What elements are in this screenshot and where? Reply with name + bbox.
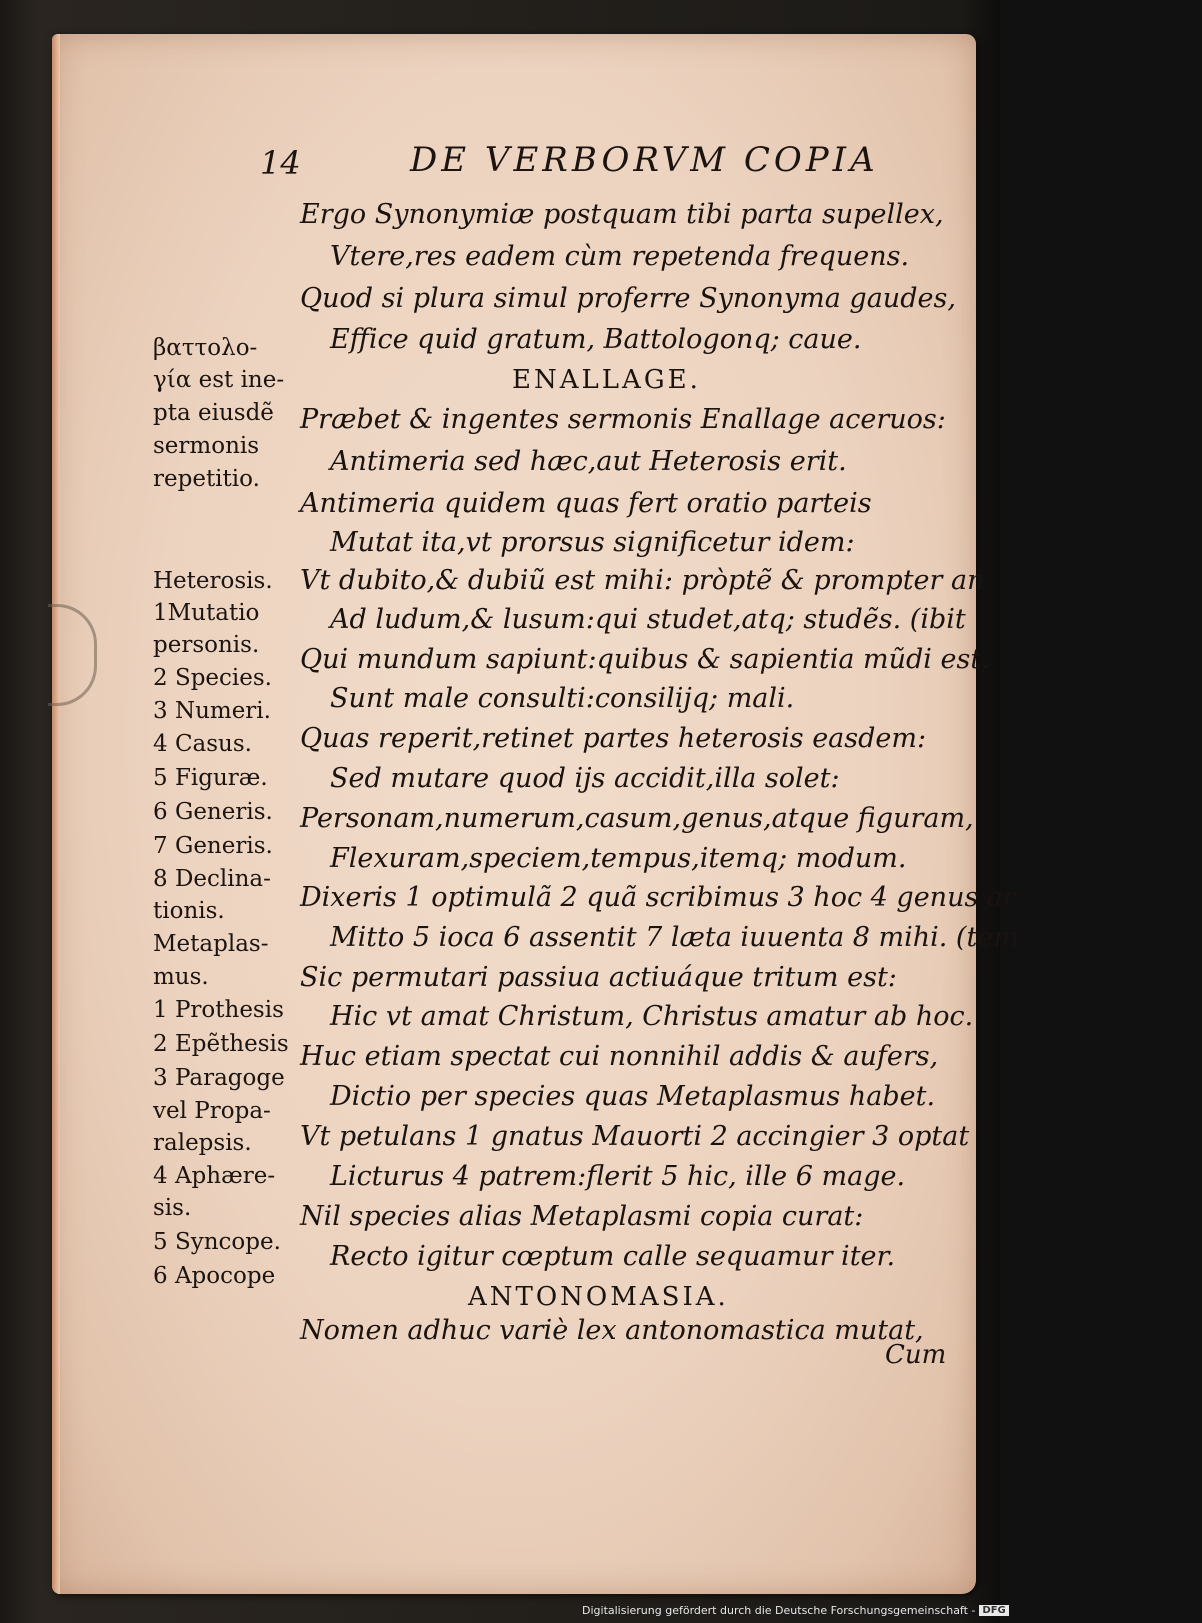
margin-note: γία est ine-: [153, 367, 285, 393]
text-line: Antimeria sed hæc,aut Heterosis erit.: [330, 446, 847, 477]
margin-note: tionis.: [153, 898, 225, 924]
margin-note: vel Propa-: [153, 1098, 271, 1124]
margin-note: 3 Numeri.: [153, 698, 271, 724]
page-header: [260, 140, 920, 190]
margin-note: Metaplas-: [153, 931, 269, 957]
text-line: Mutat ita,vt prorsus significetur idem:: [330, 527, 855, 558]
margin-note: Heterosis.: [153, 568, 273, 594]
margin-note: pta eiusdẽ: [153, 400, 274, 426]
margin-note: 2 Species.: [153, 665, 272, 691]
credit-text: Digitalisierung gefördert durch die Deutsche Forschungsgemeinschaft -: [582, 1603, 976, 1617]
text-line: Mitto 5 ioca 6 assentit 7 læta iuuenta 8 mihi. (tem: [330, 922, 1019, 953]
page-edge: [52, 34, 60, 1594]
margin-note: sermonis: [153, 433, 260, 459]
margin-note: 3 Paragoge: [153, 1065, 285, 1091]
margin-note: mus.: [153, 964, 209, 990]
margin-note: 4 Aphære-: [153, 1163, 276, 1189]
section-heading: ENALLAGE.: [512, 365, 701, 395]
text-line: Huc etiam spectat cui nonnihil addis & aufers,: [300, 1041, 939, 1072]
text-line: Nomen adhuc variè lex antonomastica mutat,: [300, 1315, 924, 1346]
text-line: Vt petulans 1 gnatus Mauorti 2 accingier 3 optat: [300, 1121, 970, 1152]
running-head: DE VERBORVM COPIA: [410, 140, 879, 180]
margin-note: 1Mutatio: [153, 600, 260, 626]
catchword: Cum: [885, 1340, 947, 1370]
text-line: Quas reperit,retinet partes heterosis easdem:: [300, 723, 927, 754]
margin-note: 6 Generis.: [153, 799, 273, 825]
text-line: Licturus 4 patrem:flerit 5 hic, ille 6 mage.: [330, 1161, 906, 1192]
text-line: Dictio per species quas Metaplasmus habet.: [330, 1081, 936, 1112]
text-line: Effice quid gratum, Battologonq; caue.: [330, 324, 862, 355]
margin-note: ralepsis.: [153, 1130, 252, 1156]
text-line: Vt dubito,& dubiũ est mihi: pròptẽ & prompter an: [300, 565, 985, 596]
text-line: Ergo Synonymiæ postquam tibi parta supellex,: [300, 199, 944, 230]
margin-note: 4 Casus.: [153, 731, 252, 757]
margin-note: 2 Epẽthesis: [153, 1031, 289, 1057]
text-line: Dixeris 1 optimulã 2 quã scribimus 3 hoc 4 genus ar: [300, 882, 1016, 913]
text-line: Sic permutari passiua actiuáque tritum est:: [300, 962, 897, 993]
text-line: Qui mundum sapiunt:quibus & sapientia mũdi est.: [300, 644, 990, 675]
dfg-logo: DFG: [979, 1605, 1008, 1616]
section-heading: ANTONOMASIA.: [468, 1282, 729, 1312]
text-line: Antimeria quidem quas fert oratio parteis: [300, 488, 872, 519]
text-line: Flexuram,speciem,tempus,itemq; modum.: [330, 843, 907, 874]
text-line: Hic vt amat Christum, Christus amatur ab hoc.: [330, 1001, 974, 1032]
text-line: Præbet & ingentes sermonis Enallage aceruos:: [300, 404, 946, 435]
margin-note: personis.: [153, 632, 260, 658]
text-line: Sunt male consulti:consilijq; mali.: [330, 683, 795, 714]
margin-note: 6 Apocope: [153, 1263, 276, 1289]
text-line: Recto igitur cœptum calle sequamur iter.: [330, 1241, 896, 1272]
margin-note: sis.: [153, 1195, 192, 1221]
margin-note: βαττολο-: [153, 335, 258, 361]
text-line: Nil species alias Metaplasmi copia curat:: [300, 1201, 864, 1232]
margin-note: 5 Figuræ.: [153, 765, 268, 791]
margin-note: 8 Declina-: [153, 866, 271, 892]
margin-note: 1 Prothesis: [153, 997, 284, 1023]
text-line: Vtere,res eadem cùm repetenda frequens.: [330, 241, 910, 272]
margin-note: 5 Syncope.: [153, 1229, 281, 1255]
margin-note: repetitio.: [153, 466, 260, 492]
text-line: Personam,numerum,casum,genus,atque figuram,: [300, 803, 974, 834]
margin-note: 7 Generis.: [153, 833, 273, 859]
text-line: Sed mutare quod ijs accidit,illa solet:: [330, 763, 840, 794]
text-line: Ad ludum,& lusum:qui studet,atq; studẽs. (ibit: [330, 604, 966, 635]
text-line: Quod si plura simul proferre Synonyma gaudes,: [300, 283, 956, 314]
page-number: 14: [260, 144, 301, 182]
digitization-credit: [582, 1600, 1009, 1620]
